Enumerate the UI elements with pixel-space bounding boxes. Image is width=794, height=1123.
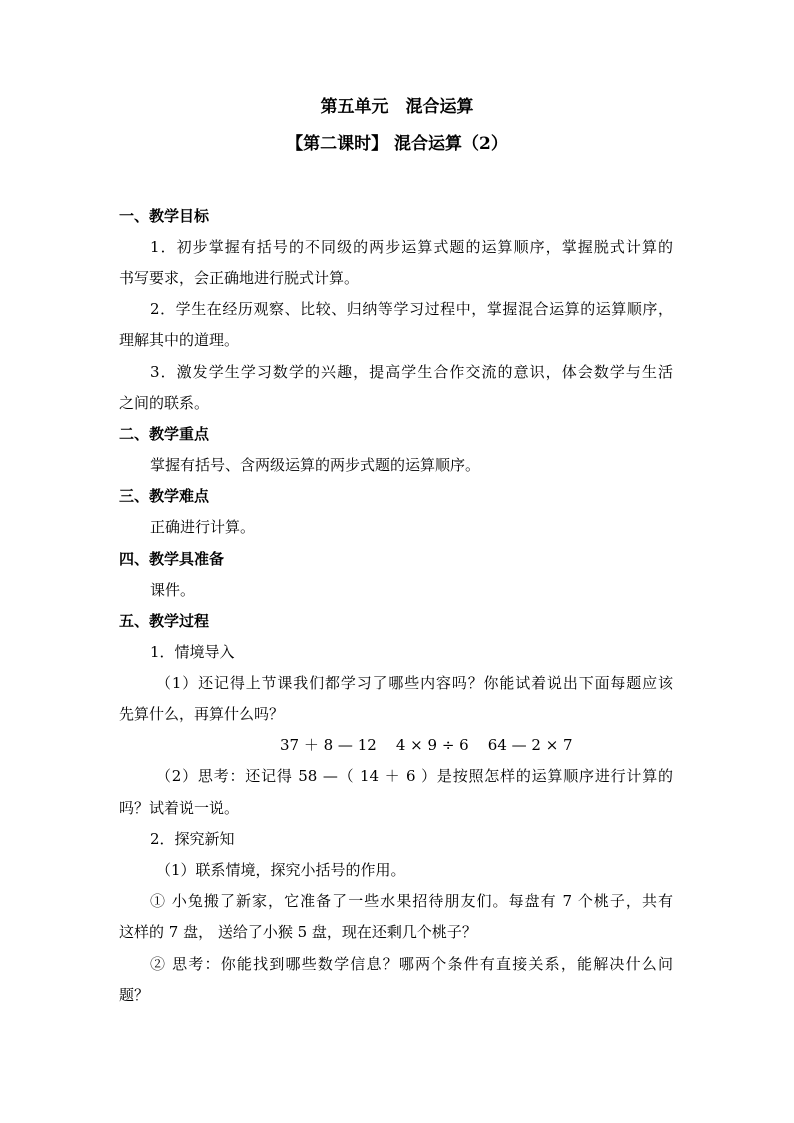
section-heading-process: 五、教学过程 xyxy=(119,612,210,630)
paragraph: （1）还记得上节课我们都学习了哪些内容吗？你能试着说出下面每题应该 xyxy=(156,674,673,692)
step-heading: 2．探究新知 xyxy=(150,830,235,848)
section-heading-difficulties: 三、教学难点 xyxy=(119,487,210,505)
paragraph: 课件。 xyxy=(150,581,196,599)
paragraph: 1．初步掌握有括号的不同级的两步运算式题的运算顺序，掌握脱式计算的 xyxy=(150,238,673,256)
unit-title: 第五单元 混合运算 xyxy=(320,97,474,117)
paragraph: 掌握有括号、含两级运算的两步式题的运算顺序。 xyxy=(150,456,481,474)
lesson-subtitle: 【第二课时】 混合运算（2） xyxy=(286,134,508,154)
paragraph: （2）思考：还记得 58 —（ 14 ＋ 6 ）是按照怎样的运算顺序进行计算的 xyxy=(156,767,673,785)
paragraph: 吗？试着说一说。 xyxy=(119,799,240,817)
paragraph: 书写要求，会正确地进行脱式计算。 xyxy=(119,269,360,287)
paragraph: 正确进行计算。 xyxy=(150,518,256,536)
paragraph: 这样的 7 盘， 送给了小猴 5 盘，现在还剩几个桃子？ xyxy=(119,923,477,941)
paragraph: 之间的联系。 xyxy=(119,394,210,412)
paragraph: 理解其中的道理。 xyxy=(119,331,240,349)
paragraph: ① 小兔搬了新家，它准备了一些水果招待朋友们。每盘有 7 个桃子，共有 xyxy=(150,892,673,910)
section-heading-objectives: 一、教学目标 xyxy=(119,207,210,225)
section-heading-key-points: 二、教学重点 xyxy=(119,425,210,443)
paragraph: 2．学生在经历观察、比较、归纳等学习过程中，掌握混合运算的运算顺序， xyxy=(150,300,673,318)
paragraph: 3．激发学生学习数学的兴趣，提高学生合作交流的意识，体会数学与生活 xyxy=(150,363,673,381)
paragraph: ② 思考：你能找到哪些数学信息？哪两个条件有直接关系，能解决什么问 xyxy=(150,955,673,973)
step-heading: 1．情境导入 xyxy=(150,643,235,661)
paragraph: （1）联系情境，探究小括号的作用。 xyxy=(156,861,406,879)
paragraph: 题？ xyxy=(119,986,150,1004)
math-expressions: 37 ＋ 8 — 12 4 × 9 ÷ 6 64 — 2 × 7 xyxy=(280,736,573,754)
section-heading-materials: 四、教学具准备 xyxy=(119,550,225,568)
paragraph: 先算什么，再算什么吗？ xyxy=(119,705,285,723)
